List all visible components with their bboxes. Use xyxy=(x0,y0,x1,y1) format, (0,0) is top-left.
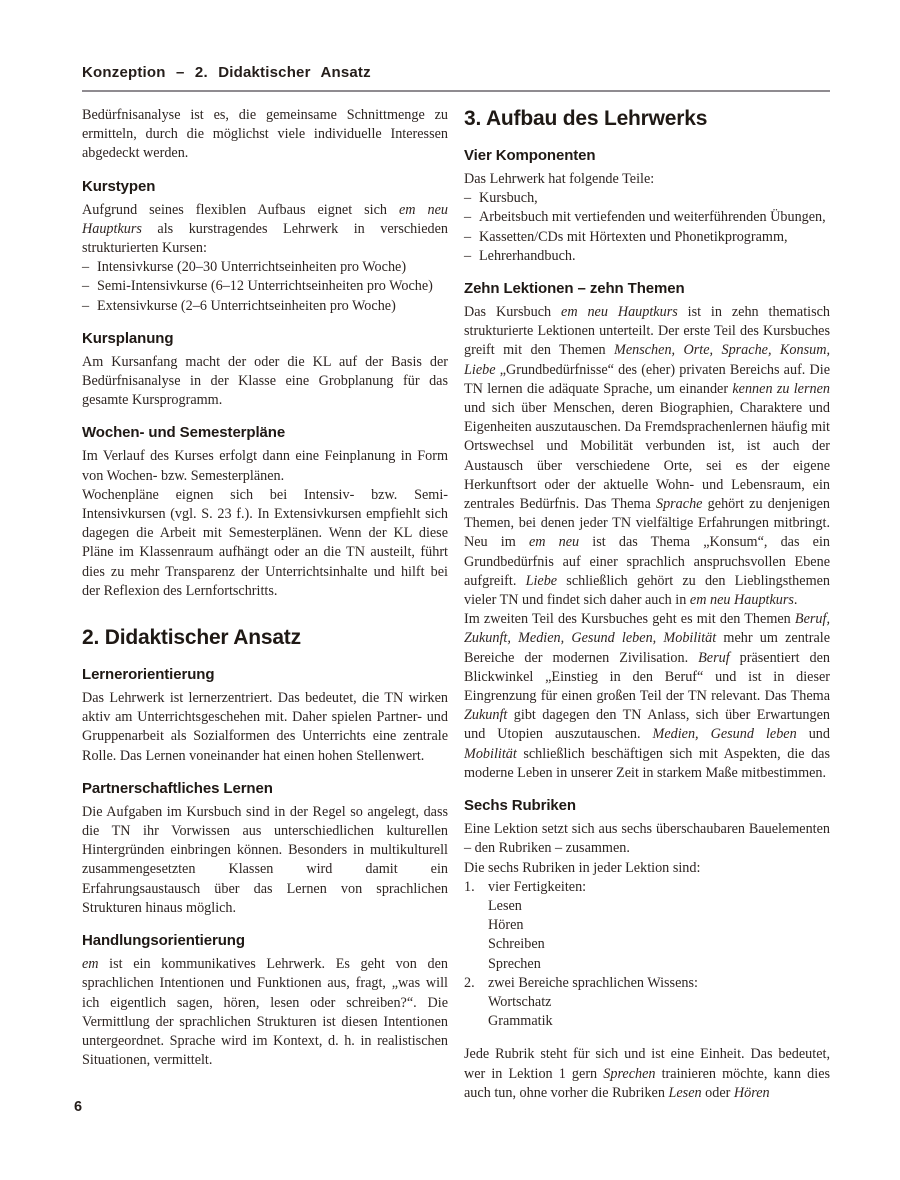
left-column xyxy=(82,106,448,1103)
list-item: – Intensivkurse (20–30 Unterrichtseinheiten pro Woche) xyxy=(82,258,448,277)
paragraph-sechs-rubriken-2: Die sechs Rubriken in jeder Lektion sind: xyxy=(464,859,701,876)
list-item: – Kassetten/CDs mit Hörtexten und Phonetikprogramm, xyxy=(464,228,830,247)
two-column-layout xyxy=(82,106,830,1103)
subsection-heading-kurstypen: Kurstypen xyxy=(82,177,156,195)
paragraph-kurstypen: Aufgrund seines flexiblen Aufbaus eignet sich em neu Hauptkurs als kurstragendes Lehrwerk in verschieden strukturierten Kursen: xyxy=(82,201,448,257)
paragraph-wochenplaene-2: Wochenpläne eignen sich bei Intensiv- bzw. Semi-Intensivkursen (vgl. S. 23 f.). In Extensivkursen empfiehlt sich dagegen die Arbeit mit Semesterplänen. Wenn der KL diese Pläne im Klassenraum aufhängt oder an die TN austeilt, führt dies zu mehr Transparenz der Unterrichtsinhalte und hilft bei der Reflexion des Lernfortschritts. xyxy=(82,486,448,599)
subsection-heading-handlungsorientierung: Handlungsorientierung xyxy=(82,932,245,950)
subsection-heading-zehn-lektionen: Zehn Lektionen – zehn Themen xyxy=(464,280,685,298)
sub-list-item: Hören xyxy=(488,917,524,934)
sub-list-item: Wortschatz xyxy=(488,993,552,1010)
dash-list-kurstypen xyxy=(82,258,448,316)
paragraph-partnerschaftliches-lernen: Die Aufgaben im Kursbuch sind in der Regel so angelegt, dass die TN ihr Vorwissen aus unterschiedlichen kulturellen Hintergründen einbringen können. Besonders in multikulturell zusammengesetzten Klassen wird damit ein Erfahrungsaustausch über das Lernen von sprachlichen Strukturen hinaus möglich. xyxy=(82,803,448,916)
list-number: 1. xyxy=(464,878,475,895)
sub-list-item: Sprechen xyxy=(488,955,541,972)
section-heading-didaktischer-ansatz: 2. Didaktischer Ansatz xyxy=(82,626,301,650)
paragraph-vier-komponenten: Das Lehrwerk hat folgende Teile: xyxy=(464,171,655,187)
list-item: – Arbeitsbuch mit vertiefenden und weiterführenden Übungen, xyxy=(464,208,830,227)
right-column xyxy=(464,106,830,1103)
list-number: 2. xyxy=(464,974,475,991)
list-label: vier Fertigkeiten: xyxy=(488,878,587,895)
sub-list-item: Lesen xyxy=(488,897,522,914)
subsection-heading-sechs-rubriken: Sechs Rubriken xyxy=(464,797,576,815)
list-item: – Lehrerhandbuch. xyxy=(464,247,830,266)
subsection-heading-lernerorientierung: Lernerorientierung xyxy=(82,666,215,684)
numbered-list-item xyxy=(464,878,830,897)
list-label: zwei Bereiche sprachlichen Wissens: xyxy=(488,974,698,991)
paragraph-lernerorientierung: Das Lehrwerk ist lernerzentriert. Das bedeutet, die TN wirken aktiv am Unterrichtsgeschehen mit. Daher spielen Partner- und Gruppenarbeit als Sozialformen des Unterrichts eine zentrale Rolle. Das Lernen voneinander hat einen hohen Stellenwert. xyxy=(82,690,448,764)
paragraph-jede-rubrik: Jede Rubrik steht für sich und ist eine Einheit. Das bedeutet, wer in Lektion 1 gern Sprechen trainieren möchte, kann dies auch tun, ohne vorher die Rubriken Lesen oder Hören xyxy=(464,1046,831,1101)
page-number: 6 xyxy=(74,1099,83,1115)
paragraph-zehn-lektionen-1: Das Kursbuch em neu Hauptkurs ist in zehn thematisch strukturierte Lektionen unterteilt. Der erste Teil des Kursbuches greift mit den Themen Menschen, Orte, Sprache, Konsum, Liebe „Grundbedürfnisse“ des (eher) privaten Bereichs auf. Die TN lernen die adäquate Sprache, um einander kennen zu lernen und sich über Menschen, deren Biographien, Charaktere und Eigenheiten auszutauschen. Da Fremdsprachenlernen häufig mit Ortswechsel und Mobilität verbunden ist, ist auch der Austausch über verschiedene Orte, sei es der eigene Herkunftsort oder der aktuelle Wohn- und Lebensraum, ein zentrales Bedürfnis. Das Thema Sprache gehört zu denjenigen Themen, bei denen jeder TN vielfältige Erfahrungen mitbringt. Neu im em neu ist das Thema „Konsum“, das ein Grundbedürfnis auf einer sprachlich anspruchsvollen Ebene aufgreift. Liebe schließlich gehört zu den Lieblingsthemen vieler TN und findet sich daher auch in em neu Hauptkurs. xyxy=(464,304,830,609)
paragraph-kursplanung: Am Kursanfang macht der oder die KL auf der Basis der Bedürfnisanalyse in der Klasse eine Grobplanung für das gesamte Kursprogramm. xyxy=(82,353,448,409)
subsection-heading-vier-komponenten: Vier Komponenten xyxy=(464,147,596,164)
paragraph-wochenplaene-1: Im Verlauf des Kurses erfolgt dann eine Feinplanung in Form von Wochen- bzw. Semesterplänen. xyxy=(82,448,448,484)
list-item: – Kursbuch, xyxy=(464,189,830,208)
list-item: – Extensivkurse (2–6 Unterrichtseinheiten pro Woche) xyxy=(82,297,448,316)
section-heading-aufbau: 3. Aufbau des Lehrwerks xyxy=(464,107,708,130)
subsection-heading-kursplanung: Kursplanung xyxy=(82,329,174,347)
subsection-heading-partnerschaftliches-lernen: Partnerschaftliches Lernen xyxy=(82,779,273,797)
list-item: – Semi-Intensivkurse (6–12 Unterrichtseinheiten pro Woche) xyxy=(82,277,448,296)
subsection-heading-wochenplaene: Wochen- und Semesterpläne xyxy=(82,424,286,442)
header-rule xyxy=(82,90,830,92)
sub-list-item: Schreiben xyxy=(488,936,545,953)
paragraph-sechs-rubriken-1: Eine Lektion setzt sich aus sechs überschaubaren Bauelementen – den Rubriken – zusammen. xyxy=(464,821,830,857)
dash-list-komponenten xyxy=(464,189,830,266)
sub-list-item: Grammatik xyxy=(488,1013,553,1030)
paragraph-handlungsorientierung: em ist ein kommunikatives Lehrwerk. Es geht von den sprachlichen Intentionen und Funktionen aus, fragt, „was will ich eigentlich sagen, hören, lesen oder schreiben?“. Die Vermittlung der sprachlichen Strukturen ist diesen Intentionen untergeordnet. Sprache wird im Kontext, d. h. in realistischen Situationen, vermittelt. xyxy=(82,956,448,1069)
running-header: Konzeption – 2. Didaktischer Ansatz xyxy=(82,64,371,81)
paragraph-zehn-lektionen-2: Im zweiten Teil des Kursbuches geht es mit den Themen Beruf, Zukunft, Medien, Gesund leben, Mobilität mehr um zentrale Bereiche der modernen Zivilisation. Beruf präsentiert den Blickwinkel „Einstieg in den Beruf“ und ist in dieser Eingrenzung für einen großen Teil der TN relevant. Das Thema Zukunft gibt dagegen den TN Anlass, sich über Erwartungen und Utopien auszutauschen. Medien, Gesund leben und Mobilität schließlich beschäftigen sich mit Aspekten, die das moderne Leben in unserer Zeit in starkem Maße mitbestimmen. xyxy=(464,611,830,781)
paragraph-intro: Bedürfnisanalyse ist es, die gemeinsame Schnittmenge zu ermitteln, durch die möglichst viele individuelle Interessen abgedeckt werden. xyxy=(82,107,448,162)
numbered-list-rubriken xyxy=(464,878,830,1032)
numbered-list-item xyxy=(464,974,830,993)
